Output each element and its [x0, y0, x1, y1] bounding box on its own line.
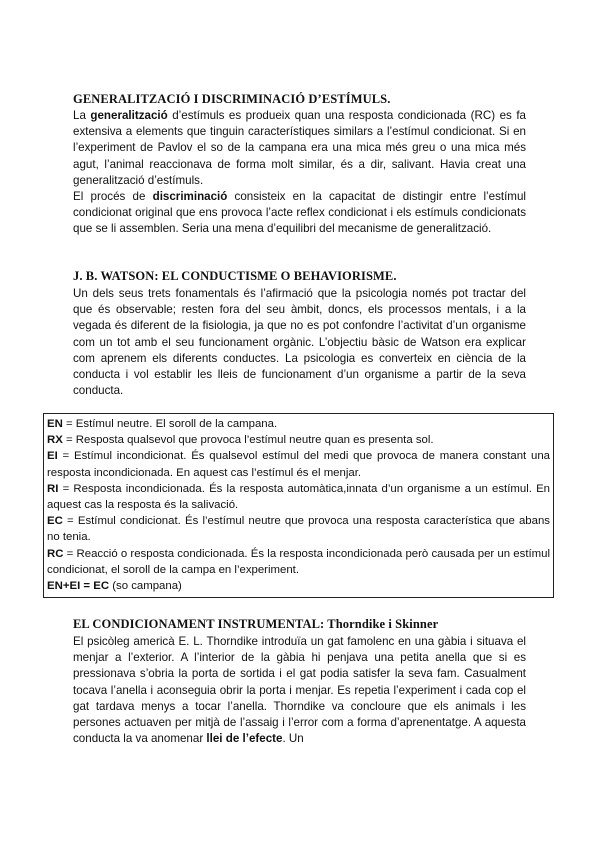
section-heading-generalization: GENERALITZACIÓ I DISCRIMINACIÓ D’ESTÍMULS. [73, 92, 391, 106]
definition-text: = Resposta qualsevol que provoca l’estímul neutre quan es presenta sol. [62, 434, 434, 447]
paragraph-generalization [73, 108, 526, 189]
paragraph-thorndike [73, 634, 526, 747]
section-heading-watson: J. B. WATSON: EL CONDUCTISME O BEHAVIORISME. [73, 269, 397, 283]
definition-en [47, 416, 550, 432]
definition-text: = Reacció o resposta condicionada. És la resposta incondicionada però causada per un estímul condicionat, el soroll de la campa en l’experiment. [47, 547, 550, 576]
definition-ec [47, 513, 550, 545]
definition-term: EN [47, 418, 63, 430]
text-run: El procés de [73, 190, 153, 203]
definition-ri [47, 481, 550, 513]
definition-text: = Resposta incondicionada. És la resposta automàtica,innata d’un organisme a un estímul. En aquest cas la resposta és la salivació. [47, 482, 550, 512]
definition-text: (so campana) [109, 580, 182, 593]
term-law-of-effect: llei de l’efecte [206, 732, 283, 746]
text-run: El psicòleg americà E. L. Thorndike introduïa un gat famolenc en una gàbia i situava el menjar a l’exterior. A l’interior de la gàbia hi penjava una petita anella que si es pressionava s’obria la porta de sortida i el gat podia satisfer la seva fam. Casualment tocava l’anella i aconseguia obrir la porta i menjar. Es repetia l’experiment i cada cop el gat tardava menys a tocar l’anella. Thorndike va concloure que els animals i les persones actuaven per mitjà de l’assaig i l’error com a forma d’aprenentatge. A aquesta conducta la va anomenar [73, 635, 526, 746]
definition-term: EN+EI = EC [47, 580, 110, 593]
definition-term: RC [47, 547, 64, 560]
definition-term: EC [47, 515, 63, 528]
text-run: La [73, 109, 91, 122]
section-heading-instrumental [73, 617, 438, 632]
heading-main: EL CONDICIONAMENT INSTRUMENTAL: [73, 617, 325, 631]
definition-term: RX [47, 434, 63, 447]
heading-sub: Thorndike i Skinner [324, 617, 439, 631]
text-run: d’estímuls es produeix quan una resposta condicionada (RC) es fa extensiva a elements que tinguin característiques similars a l’estímul condicionat. Si en l’experiment de Pavlov el so de la campana era una mica més greu o una mica més agut, l’animal reaccionava de forma molt similar, és a dir, salivant. Havia creat una generalització d’estímuls. [73, 109, 526, 187]
definition-rc [47, 546, 550, 578]
definitions-box [43, 413, 554, 598]
paragraph-discrimination [73, 189, 526, 238]
text-run: . Un [282, 732, 304, 746]
definition-text: = Estímul neutre. El soroll de la campana. [62, 418, 278, 430]
term-discrimination: discriminació [152, 190, 228, 203]
term-generalization: generalització [90, 109, 168, 122]
definition-text: = Estímul incondicionat. És qualsevol estímul del medi que provoca de manera constant una resposta incondicionada. En aquest cas l’estímul és el menjar. [47, 450, 550, 479]
definition-rx [47, 432, 550, 448]
definition-formula [47, 578, 550, 594]
definition-ei [47, 448, 550, 480]
paragraph-watson: Un dels seus trets fonamentals és l’afirmació que la psicologia només pot tractar del que és observable; resten fora del seu àmbit, doncs, els processos mentals, i a la vegada és diferent de la fisiologia, ja que no es pot confondre l’activitat d’un organisme com un tot amb el seu funcionament orgànic. L’objectiu bàsic de Watson era explicar com aprenem els diferents conductes. La psicologia es converteix en ciència de la conducta i vol establir les lleis de funcionament d’un organisme a partir de la seva conducta. [73, 287, 526, 398]
definition-term: EI [47, 450, 58, 463]
text-run: consisteix en la capacitat de distingir entre l’estímul condicionat original que ens provoca l’acte reflex condicionat i els estímuls condicionats que se li assemblen. Seria una mena d’equilibri del mecanisme de generalització. [73, 190, 526, 236]
definition-term: RI [47, 482, 59, 495]
definition-text: = Estímul condicionat. És l’estímul neutre que provoca una resposta característica que abans no tenia. [47, 515, 550, 544]
